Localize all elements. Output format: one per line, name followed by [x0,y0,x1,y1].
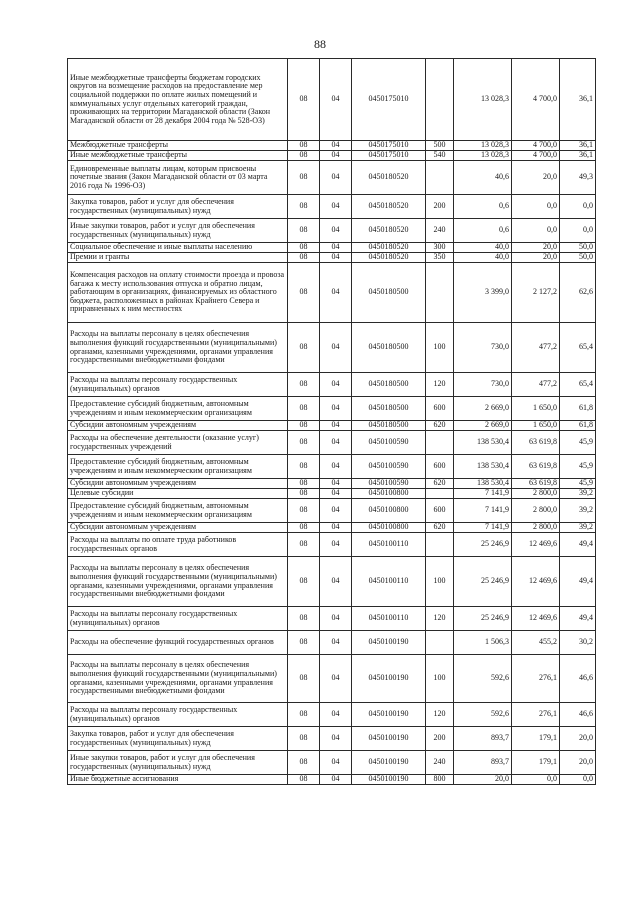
row-target-code-cell: 0450100190 [352,655,426,703]
row-subsection-cell: 04 [320,323,352,373]
row-expense-type-cell: 120 [426,373,454,397]
table-row [68,751,596,775]
row-plan-cell: 13 028,3 [454,141,512,151]
row-subsection-cell: 04 [320,655,352,703]
row-subsection-cell: 04 [320,479,352,489]
row-actual-cell: 20,0 [512,253,560,263]
row-target-code-cell: 0450100190 [352,775,426,785]
page-number: 88 [314,37,326,51]
row-name-cell: Расходы на обеспечение функций государственных органов [68,631,288,655]
row-plan-cell: 7 141,9 [454,499,512,523]
row-target-code-cell: 0450180500 [352,373,426,397]
row-expense-type-cell: 200 [426,727,454,751]
row-section-cell: 08 [288,479,320,489]
row-plan-cell: 13 028,3 [454,59,512,141]
row-name-cell: Расходы на выплаты по оплате труда работников государственных органов [68,533,288,557]
row-plan-cell: 7 141,9 [454,523,512,533]
row-name-cell: Целевые субсидии [68,489,288,499]
row-percent-cell: 49,4 [560,557,596,607]
row-percent-cell: 36,1 [560,141,596,151]
row-expense-type-cell: 120 [426,607,454,631]
row-target-code-cell: 0450180500 [352,397,426,421]
row-subsection-cell: 04 [320,703,352,727]
table-row [68,655,596,703]
row-actual-cell: 2 127,2 [512,263,560,323]
row-section-cell: 08 [288,523,320,533]
row-actual-cell: 179,1 [512,727,560,751]
row-subsection-cell: 04 [320,243,352,253]
row-name-cell: Расходы на выплаты персоналу в целях обеспечения выполнения функций государственными (муниципальными) органами, казенными учреждениями, органами управления государственными внебюджетными фондами [68,557,288,607]
row-section-cell: 08 [288,499,320,523]
table-row [68,263,596,323]
row-target-code-cell: 0450100590 [352,479,426,489]
row-actual-cell: 477,2 [512,323,560,373]
row-name-cell: Единовременные выплаты лицам, которым присвоены почетные звания (Закон Магаданской области от 03 марта 2016 года № 1996-ОЗ) [68,161,288,195]
table-row [68,703,596,727]
row-subsection-cell: 04 [320,523,352,533]
row-subsection-cell: 04 [320,59,352,141]
table-row [68,373,596,397]
row-target-code-cell: 0450175010 [352,151,426,161]
table-row [68,195,596,219]
row-section-cell: 08 [288,151,320,161]
row-section-cell: 08 [288,263,320,323]
row-plan-cell: 40,6 [454,161,512,195]
row-actual-cell: 0,0 [512,775,560,785]
row-subsection-cell: 04 [320,151,352,161]
row-expense-type-cell [426,489,454,499]
row-actual-cell: 20,0 [512,161,560,195]
row-name-cell: Иные бюджетные ассигнования [68,775,288,785]
row-expense-type-cell: 620 [426,479,454,489]
row-actual-cell: 12 469,6 [512,607,560,631]
row-target-code-cell: 0450100190 [352,751,426,775]
table-row [68,557,596,607]
table-row [68,489,596,499]
table-row [68,631,596,655]
row-percent-cell: 39,2 [560,523,596,533]
row-actual-cell: 4 700,0 [512,59,560,141]
row-percent-cell: 36,1 [560,59,596,141]
row-subsection-cell: 04 [320,195,352,219]
row-section-cell: 08 [288,253,320,263]
row-percent-cell: 30,2 [560,631,596,655]
table-row [68,421,596,431]
row-section-cell: 08 [288,455,320,479]
row-percent-cell: 49,4 [560,533,596,557]
row-expense-type-cell: 100 [426,557,454,607]
table-row [68,431,596,455]
row-plan-cell: 20,0 [454,775,512,785]
row-actual-cell: 276,1 [512,703,560,727]
table-row [68,607,596,631]
row-expense-type-cell: 240 [426,219,454,243]
row-subsection-cell: 04 [320,533,352,557]
row-target-code-cell: 0450180500 [352,421,426,431]
row-percent-cell: 61,8 [560,421,596,431]
row-percent-cell: 39,2 [560,489,596,499]
row-target-code-cell: 0450100800 [352,523,426,533]
row-expense-type-cell: 600 [426,397,454,421]
row-expense-type-cell: 620 [426,523,454,533]
table-row [68,219,596,243]
row-name-cell: Иные межбюджетные трансферты [68,151,288,161]
row-expense-type-cell: 620 [426,421,454,431]
row-percent-cell: 45,9 [560,431,596,455]
row-section-cell: 08 [288,431,320,455]
row-expense-type-cell: 600 [426,455,454,479]
row-expense-type-cell [426,161,454,195]
row-plan-cell: 25 246,9 [454,557,512,607]
row-percent-cell: 46,6 [560,703,596,727]
row-target-code-cell: 0450180520 [352,195,426,219]
row-actual-cell: 63 619,8 [512,455,560,479]
table-row [68,533,596,557]
row-target-code-cell: 0450100800 [352,489,426,499]
row-percent-cell: 45,9 [560,455,596,479]
row-name-cell: Иные межбюджетные трансферты бюджетам городских округов на возмещение расходов на предоставление мер социальной поддержки по оплате жилых помещений и коммунальных услуг отдельных категорий граждан, проживающих на территории Магаданской области (Закон Магаданской области от 28 декабря 2004 года № 528-ОЗ) [68,59,288,141]
table-row [68,479,596,489]
row-expense-type-cell: 540 [426,151,454,161]
row-actual-cell: 179,1 [512,751,560,775]
row-expense-type-cell [426,533,454,557]
row-percent-cell: 61,8 [560,397,596,421]
row-plan-cell: 893,7 [454,751,512,775]
row-target-code-cell: 0450100110 [352,557,426,607]
row-actual-cell: 1 650,0 [512,421,560,431]
row-percent-cell: 0,0 [560,775,596,785]
row-percent-cell: 65,4 [560,323,596,373]
row-plan-cell: 2 669,0 [454,421,512,431]
row-subsection-cell: 04 [320,455,352,479]
row-actual-cell: 477,2 [512,373,560,397]
table-row [68,59,596,141]
row-target-code-cell: 0450180520 [352,161,426,195]
table-row [68,397,596,421]
row-percent-cell: 0,0 [560,219,596,243]
row-plan-cell: 13 028,3 [454,151,512,161]
row-name-cell: Субсидии автономным учреждениям [68,421,288,431]
row-actual-cell: 2 800,0 [512,489,560,499]
row-subsection-cell: 04 [320,263,352,323]
row-target-code-cell: 0450180500 [352,263,426,323]
row-actual-cell: 4 700,0 [512,141,560,151]
row-plan-cell: 7 141,9 [454,489,512,499]
row-name-cell: Расходы на обеспечение деятельности (оказание услуг) государственных учреждений [68,431,288,455]
row-section-cell: 08 [288,397,320,421]
row-section-cell: 08 [288,243,320,253]
table-row [68,161,596,195]
row-name-cell: Социальное обеспечение и иные выплаты населению [68,243,288,253]
table-row [68,323,596,373]
row-target-code-cell: 0450100800 [352,499,426,523]
row-plan-cell: 40,0 [454,243,512,253]
row-percent-cell: 50,0 [560,253,596,263]
row-name-cell: Закупка товаров, работ и услуг для обеспечения государственных (муниципальных) нужд [68,727,288,751]
row-name-cell: Расходы на выплаты персоналу в целях обеспечения выполнения функций государственными (муниципальными) органами, казенными учреждениями, органами управления государственными внебюджетными фондами [68,655,288,703]
row-section-cell: 08 [288,323,320,373]
row-actual-cell: 0,0 [512,219,560,243]
row-plan-cell: 1 506,3 [454,631,512,655]
row-plan-cell: 730,0 [454,323,512,373]
row-percent-cell: 62,6 [560,263,596,323]
row-actual-cell: 4 700,0 [512,151,560,161]
table-row [68,523,596,533]
row-section-cell: 08 [288,219,320,243]
row-name-cell: Расходы на выплаты персоналу государственных (муниципальных) органов [68,703,288,727]
row-name-cell: Расходы на выплаты персоналу государственных (муниципальных) органов [68,607,288,631]
row-plan-cell: 40,0 [454,253,512,263]
table-row [68,151,596,161]
row-percent-cell: 46,6 [560,655,596,703]
row-name-cell: Расходы на выплаты персоналу государственных (муниципальных) органов [68,373,288,397]
row-actual-cell: 455,2 [512,631,560,655]
row-subsection-cell: 04 [320,751,352,775]
row-target-code-cell: 0450180520 [352,219,426,243]
row-subsection-cell: 04 [320,631,352,655]
row-target-code-cell: 0450100110 [352,607,426,631]
row-actual-cell: 63 619,8 [512,431,560,455]
row-target-code-cell: 0450180520 [352,243,426,253]
row-actual-cell: 276,1 [512,655,560,703]
row-actual-cell: 20,0 [512,243,560,253]
row-percent-cell: 20,0 [560,751,596,775]
row-target-code-cell: 0450100110 [352,533,426,557]
row-plan-cell: 25 246,9 [454,533,512,557]
row-section-cell: 08 [288,557,320,607]
table-body [68,59,596,785]
row-name-cell: Предоставление субсидий бюджетным, автономным учреждениям и иным некоммерческим организациям [68,499,288,523]
row-percent-cell: 65,4 [560,373,596,397]
row-target-code-cell: 0450100190 [352,727,426,751]
row-plan-cell: 0,6 [454,219,512,243]
row-name-cell: Закупка товаров, работ и услуг для обеспечения государственных (муниципальных) нужд [68,195,288,219]
row-target-code-cell: 0450180500 [352,323,426,373]
row-name-cell: Компенсация расходов на оплату стоимости проезда и провоза багажа к месту использования отпуска и обратно лицам, работающим в организациях, финансируемых из областного бюджета, расположенных в районах Крайнего Севера и приравненных к ним местностях [68,263,288,323]
row-expense-type-cell [426,631,454,655]
row-subsection-cell: 04 [320,421,352,431]
row-section-cell: 08 [288,607,320,631]
row-actual-cell: 1 650,0 [512,397,560,421]
row-section-cell: 08 [288,727,320,751]
row-subsection-cell: 04 [320,141,352,151]
row-expense-type-cell: 240 [426,751,454,775]
row-target-code-cell: 0450100590 [352,431,426,455]
row-subsection-cell: 04 [320,499,352,523]
row-name-cell: Субсидии автономным учреждениям [68,479,288,489]
row-name-cell: Предоставление субсидий бюджетным, автономным учреждениям и иным некоммерческим организациям [68,397,288,421]
row-actual-cell: 2 800,0 [512,499,560,523]
row-percent-cell: 0,0 [560,195,596,219]
row-section-cell: 08 [288,655,320,703]
row-expense-type-cell: 350 [426,253,454,263]
row-section-cell: 08 [288,775,320,785]
row-actual-cell: 0,0 [512,195,560,219]
row-actual-cell: 12 469,6 [512,533,560,557]
row-section-cell: 08 [288,373,320,397]
row-plan-cell: 592,6 [454,655,512,703]
row-section-cell: 08 [288,59,320,141]
table-row [68,253,596,263]
row-subsection-cell: 04 [320,727,352,751]
row-section-cell: 08 [288,533,320,557]
row-actual-cell: 12 469,6 [512,557,560,607]
row-target-code-cell: 0450175010 [352,59,426,141]
row-expense-type-cell: 300 [426,243,454,253]
row-actual-cell: 63 619,8 [512,479,560,489]
row-expense-type-cell [426,59,454,141]
row-target-code-cell: 0450175010 [352,141,426,151]
row-percent-cell: 39,2 [560,499,596,523]
row-expense-type-cell: 120 [426,703,454,727]
row-plan-cell: 138 530,4 [454,455,512,479]
row-expense-type-cell: 600 [426,499,454,523]
row-subsection-cell: 04 [320,219,352,243]
row-section-cell: 08 [288,703,320,727]
row-section-cell: 08 [288,195,320,219]
row-subsection-cell: 04 [320,431,352,455]
row-subsection-cell: 04 [320,253,352,263]
row-subsection-cell: 04 [320,161,352,195]
row-plan-cell: 2 669,0 [454,397,512,421]
row-plan-cell: 730,0 [454,373,512,397]
row-expense-type-cell: 200 [426,195,454,219]
row-percent-cell: 49,3 [560,161,596,195]
row-plan-cell: 138 530,4 [454,479,512,489]
row-percent-cell: 49,4 [560,607,596,631]
row-subsection-cell: 04 [320,489,352,499]
row-section-cell: 08 [288,631,320,655]
budget-table [67,58,596,785]
row-name-cell: Премии и гранты [68,253,288,263]
table-row [68,775,596,785]
table-row [68,499,596,523]
row-percent-cell: 50,0 [560,243,596,253]
row-expense-type-cell: 100 [426,323,454,373]
row-target-code-cell: 0450180520 [352,253,426,263]
row-plan-cell: 0,6 [454,195,512,219]
row-section-cell: 08 [288,141,320,151]
row-subsection-cell: 04 [320,775,352,785]
row-plan-cell: 3 399,0 [454,263,512,323]
row-name-cell: Иные закупки товаров, работ и услуг для обеспечения государственных (муниципальных) нужд [68,219,288,243]
row-expense-type-cell [426,263,454,323]
table-row [68,243,596,253]
table-row [68,141,596,151]
row-name-cell: Иные закупки товаров, работ и услуг для обеспечения государственных (муниципальных) нужд [68,751,288,775]
row-expense-type-cell [426,431,454,455]
row-name-cell: Межбюджетные трансферты [68,141,288,151]
row-target-code-cell: 0450100590 [352,455,426,479]
table-row [68,455,596,479]
row-subsection-cell: 04 [320,373,352,397]
row-plan-cell: 592,6 [454,703,512,727]
table-row [68,727,596,751]
row-percent-cell: 36,1 [560,151,596,161]
row-subsection-cell: 04 [320,557,352,607]
row-target-code-cell: 0450100190 [352,631,426,655]
row-expense-type-cell: 500 [426,141,454,151]
row-name-cell: Субсидии автономным учреждениям [68,523,288,533]
row-section-cell: 08 [288,751,320,775]
row-percent-cell: 20,0 [560,727,596,751]
row-actual-cell: 2 800,0 [512,523,560,533]
row-expense-type-cell: 800 [426,775,454,785]
row-subsection-cell: 04 [320,607,352,631]
row-name-cell: Расходы на выплаты персоналу в целях обеспечения выполнения функций государственными (муниципальными) органами, казенными учреждениями, органами управления государственными внебюджетными фондами [68,323,288,373]
row-target-code-cell: 0450100190 [352,703,426,727]
row-section-cell: 08 [288,489,320,499]
row-plan-cell: 893,7 [454,727,512,751]
row-plan-cell: 25 246,9 [454,607,512,631]
row-plan-cell: 138 530,4 [454,431,512,455]
row-section-cell: 08 [288,421,320,431]
row-subsection-cell: 04 [320,397,352,421]
row-expense-type-cell: 100 [426,655,454,703]
row-percent-cell: 45,9 [560,479,596,489]
row-section-cell: 08 [288,161,320,195]
row-name-cell: Предоставление субсидий бюджетным, автономным учреждениям и иным некоммерческим организациям [68,455,288,479]
